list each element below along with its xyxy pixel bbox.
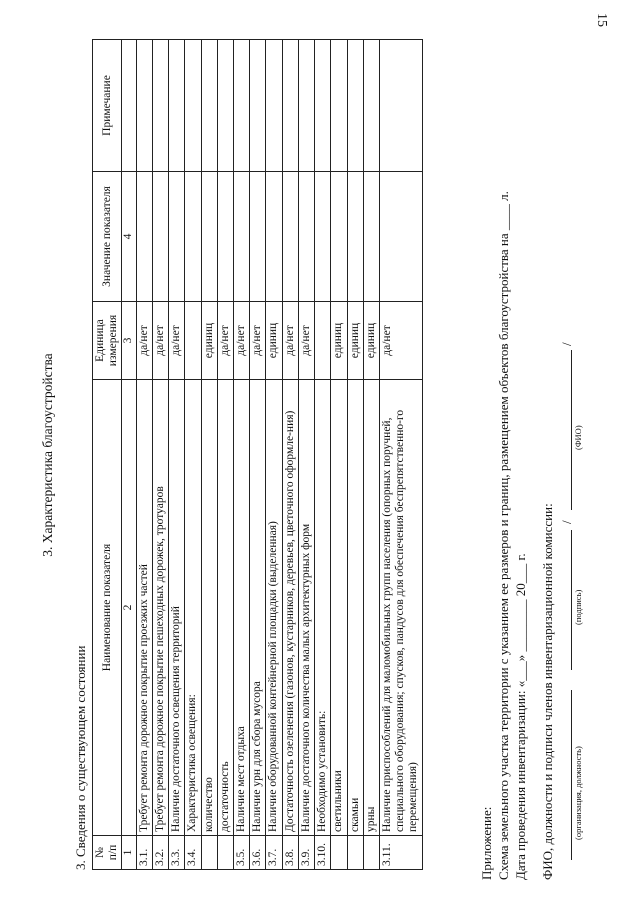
row-name: Требует ремонта дорожное покрытие пешеходных дорожек, тротуаров	[152, 380, 168, 836]
section-title: 3. Характеристика благоустройства	[40, 353, 55, 557]
row-value	[266, 172, 282, 302]
row-name: достаточность	[217, 380, 233, 836]
row-value	[250, 172, 266, 302]
date-line: Дата проведения инвентаризации: «___» ________ 20___ г.	[512, 553, 528, 880]
col-num-4: 4	[122, 172, 136, 302]
table-row	[169, 40, 185, 870]
row-value	[136, 172, 152, 302]
table-row	[331, 40, 347, 870]
row-note	[185, 40, 201, 172]
characteristics-table	[92, 39, 423, 870]
row-unit: да/нет	[152, 302, 168, 380]
row-name: урны	[363, 380, 379, 836]
row-unit: единиц	[363, 302, 379, 380]
row-name: Требует ремонта дорожное покрытие проезжих частей	[136, 380, 152, 836]
caption-fio: (ФИО)	[573, 425, 583, 450]
row-number: 3.5.	[233, 836, 249, 870]
row-note	[169, 40, 185, 172]
row-name: Наличие приспособлений для маломобильных групп населения (опорных поручней, специального оборудования; спусков, пандусов для обеспечения беспрепятственно-го перемещения)	[379, 380, 422, 836]
row-value	[152, 172, 168, 302]
row-note	[331, 40, 347, 172]
row-name: Характеристика освещения:	[185, 380, 201, 836]
col-num-2: 2	[122, 380, 136, 836]
row-unit: единиц	[347, 302, 363, 380]
header-note: Примечание	[93, 40, 122, 172]
header-unit: Единица измерения	[93, 302, 122, 380]
row-name: Наличие оборудованной контейнерной площадки (выделенная)	[266, 380, 282, 836]
row-name: Достаточность озеленения (газонов, кустарников, деревьев, цветочного оформле-ния)	[282, 380, 298, 836]
row-number	[331, 836, 347, 870]
col-num-5	[122, 40, 136, 172]
signatures-title: ФИО, должности и подписи членов инвентаризационной комиссии:	[539, 503, 555, 880]
row-name: Необходимо установить:	[315, 380, 331, 836]
table-row	[217, 40, 233, 870]
row-value	[201, 172, 217, 302]
row-note	[282, 40, 298, 172]
table-row	[315, 40, 331, 870]
row-note	[363, 40, 379, 172]
row-value	[282, 172, 298, 302]
row-number: 3.1.	[136, 836, 152, 870]
table-row	[298, 40, 314, 870]
table-row	[347, 40, 363, 870]
row-value	[363, 172, 379, 302]
footer	[480, 30, 558, 880]
row-name: количество	[201, 380, 217, 836]
row-number: 3.11.	[379, 836, 422, 870]
scheme-line: Схема земельного участка территории с указанием ее размеров и границ, размещением объектов благоустройства на ____ л.	[495, 191, 511, 880]
row-unit: да/нет	[250, 302, 266, 380]
row-value	[217, 172, 233, 302]
row-unit: единиц	[201, 302, 217, 380]
row-value	[233, 172, 249, 302]
row-unit: единиц	[331, 302, 347, 380]
header-name: Наименование показателя	[93, 380, 122, 836]
sheet-content	[40, 30, 600, 880]
row-unit	[315, 302, 331, 380]
signature-row	[560, 100, 590, 860]
row-unit: да/нет	[169, 302, 185, 380]
header-number: № п/п	[93, 836, 122, 870]
row-number	[347, 836, 363, 870]
row-number: 3.2.	[152, 836, 168, 870]
table-row	[250, 40, 266, 870]
appendix-label: Приложение:	[479, 806, 494, 880]
row-name: Наличие достаточного количества малых архитектурных форм	[298, 380, 314, 836]
row-unit: да/нет	[217, 302, 233, 380]
row-note	[201, 40, 217, 172]
row-unit: да/нет	[233, 302, 249, 380]
row-number: 3.7.	[266, 836, 282, 870]
row-note	[347, 40, 363, 172]
sign-line	[570, 530, 572, 670]
caption-sign: (подпись)	[573, 589, 583, 625]
row-unit: да/нет	[136, 302, 152, 380]
slash-2: /	[559, 342, 574, 346]
table-row	[282, 40, 298, 870]
col-num-1: 1	[122, 836, 136, 870]
table-row	[152, 40, 168, 870]
row-unit: единиц	[266, 302, 282, 380]
row-name: Наличие достаточного освещения территорий	[169, 380, 185, 836]
row-unit	[185, 302, 201, 380]
subsection-title: 3. Сведения о существующем состоянии	[73, 645, 88, 870]
row-number	[363, 836, 379, 870]
table-body	[136, 40, 422, 870]
row-value	[169, 172, 185, 302]
row-note	[152, 40, 168, 172]
table-row	[266, 40, 282, 870]
col-num-3: 3	[122, 302, 136, 380]
row-unit: да/нет	[298, 302, 314, 380]
row-note	[298, 40, 314, 172]
row-name: Наличие мест отдыха	[233, 380, 249, 836]
table-row	[201, 40, 217, 870]
row-note	[379, 40, 422, 172]
rotated-sheet	[40, 30, 600, 880]
page-number: 15	[594, 13, 609, 27]
row-value	[331, 172, 347, 302]
row-number	[201, 836, 217, 870]
table-row	[363, 40, 379, 870]
row-value	[379, 172, 422, 302]
row-value	[298, 172, 314, 302]
row-note	[250, 40, 266, 172]
row-unit: да/нет	[282, 302, 298, 380]
row-name: скамьи	[347, 380, 363, 836]
table-row	[379, 40, 422, 870]
row-value	[185, 172, 201, 302]
table-header-row	[93, 40, 122, 870]
caption-org: (организация, должность)	[573, 746, 583, 840]
row-note	[217, 40, 233, 172]
row-number: 3.4.	[185, 836, 201, 870]
table-row	[233, 40, 249, 870]
slash-1: /	[559, 520, 574, 524]
row-number: 3.9.	[298, 836, 314, 870]
table-row	[185, 40, 201, 870]
row-name: светильники	[331, 380, 347, 836]
row-value	[347, 172, 363, 302]
column-numbers-row	[122, 40, 136, 870]
row-note	[136, 40, 152, 172]
org-line	[570, 690, 572, 860]
fio-line	[570, 350, 572, 510]
row-note	[233, 40, 249, 172]
row-number	[217, 836, 233, 870]
row-value	[315, 172, 331, 302]
header-value: Значение показателя	[93, 172, 122, 302]
row-unit: да/нет	[379, 302, 422, 380]
row-note	[266, 40, 282, 172]
row-number: 3.3.	[169, 836, 185, 870]
row-number: 3.10.	[315, 836, 331, 870]
table-row	[136, 40, 152, 870]
row-number: 3.6.	[250, 836, 266, 870]
row-note	[315, 40, 331, 172]
row-number: 3.8.	[282, 836, 298, 870]
row-name: Наличие урн для сбора мусора	[250, 380, 266, 836]
